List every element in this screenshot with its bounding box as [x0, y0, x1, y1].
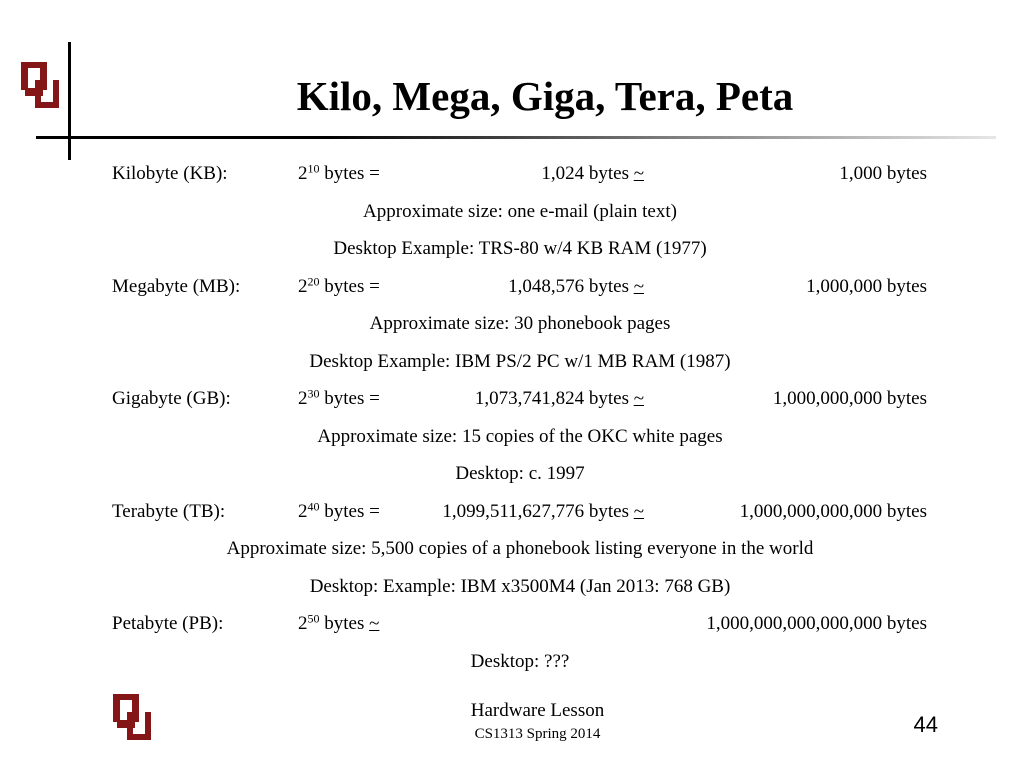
unit-label: Megabyte (MB):	[112, 276, 241, 297]
bytes-word: bytes =	[324, 501, 380, 522]
power-exponent: 50	[307, 611, 320, 626]
unit-note	[0, 200, 1024, 224]
binary-value	[442, 500, 644, 524]
bytes-word: bytes	[324, 613, 365, 634]
approx-symbol: ~	[633, 501, 644, 522]
unit-note	[0, 537, 1024, 561]
footer-title: Hardware Lesson	[470, 700, 605, 721]
note-text: Desktop: c. 1997	[455, 463, 585, 484]
power-expression	[298, 275, 380, 299]
note-text: Approximate size: one e-mail (plain text)	[363, 201, 677, 222]
ou-logo-icon	[109, 690, 155, 752]
unit-row-petabyte	[0, 612, 1024, 636]
binary-value	[541, 162, 644, 186]
decimal-value: 1,000,000 bytes	[806, 276, 927, 297]
power-base: 2	[298, 276, 308, 297]
unit-label: Gigabyte (GB):	[112, 388, 231, 409]
unit-note	[0, 650, 1024, 674]
header-horizontal-rule	[36, 136, 996, 139]
power-exponent: 20	[307, 274, 320, 289]
binary-bytes: 1,024 bytes	[541, 163, 629, 184]
power-expression	[298, 162, 380, 186]
note-text: Approximate size: 30 phonebook pages	[369, 313, 671, 334]
decimal-value: 1,000,000,000,000,000 bytes	[706, 613, 927, 634]
power-exponent: 10	[307, 161, 320, 176]
power-base: 2	[298, 501, 308, 522]
power-exponent: 30	[307, 386, 320, 401]
unit-note	[0, 237, 1024, 261]
approx-symbol: ~	[633, 388, 644, 409]
power-expression	[298, 387, 380, 411]
header-vertical-rule	[68, 42, 71, 160]
note-text: Desktop: Example: IBM x3500M4 (Jan 2013: 768 GB)	[309, 576, 731, 597]
binary-bytes: 1,048,576 bytes	[508, 276, 629, 297]
unit-row-kilobyte	[0, 162, 1024, 186]
note-text: Desktop: ???	[470, 651, 570, 672]
decimal-value: 1,000 bytes	[839, 163, 927, 184]
slide-title: Kilo, Mega, Giga, Tera, Peta	[296, 73, 794, 119]
binary-bytes: 1,099,511,627,776 bytes	[442, 501, 629, 522]
ou-logo-icon	[17, 58, 63, 120]
power-base: 2	[298, 388, 308, 409]
bytes-word: bytes =	[324, 388, 380, 409]
unit-label: Terabyte (TB):	[112, 501, 226, 522]
unit-note	[0, 312, 1024, 336]
power-base: 2	[298, 613, 308, 634]
note-text: Approximate size: 5,500 copies of a phonebook listing everyone in the world	[226, 538, 814, 559]
note-text: Approximate size: 15 copies of the OKC white pages	[317, 426, 723, 447]
power-expression	[298, 500, 380, 524]
approx-symbol: ~	[633, 276, 644, 297]
footer-subtitle: CS1313 Spring 2014	[474, 726, 601, 742]
binary-value	[508, 275, 644, 299]
decimal-value: 1,000,000,000,000 bytes	[739, 501, 927, 522]
power-exponent: 40	[307, 499, 320, 514]
approx-symbol: ~	[633, 163, 644, 184]
note-text: Desktop Example: IBM PS/2 PC w/1 MB RAM (1987)	[309, 351, 731, 372]
note-text: Desktop Example: TRS-80 w/4 KB RAM (1977)	[333, 238, 707, 259]
unit-row-megabyte	[0, 275, 1024, 299]
binary-bytes: 1,073,741,824 bytes	[474, 388, 629, 409]
power-expression	[298, 612, 379, 636]
page-number: 44	[913, 712, 938, 737]
decimal-value: 1,000,000,000 bytes	[772, 388, 927, 409]
unit-note	[0, 462, 1024, 486]
unit-note	[0, 425, 1024, 449]
bytes-word: bytes =	[324, 276, 380, 297]
approx-symbol: ~	[369, 613, 380, 634]
unit-label: Petabyte (PB):	[112, 613, 224, 634]
unit-label: Kilobyte (KB):	[112, 163, 228, 184]
power-base: 2	[298, 163, 308, 184]
unit-note	[0, 575, 1024, 599]
bytes-word: bytes =	[324, 163, 380, 184]
unit-row-terabyte	[0, 500, 1024, 524]
unit-note	[0, 350, 1024, 374]
unit-row-gigabyte	[0, 387, 1024, 411]
binary-value	[475, 387, 644, 411]
